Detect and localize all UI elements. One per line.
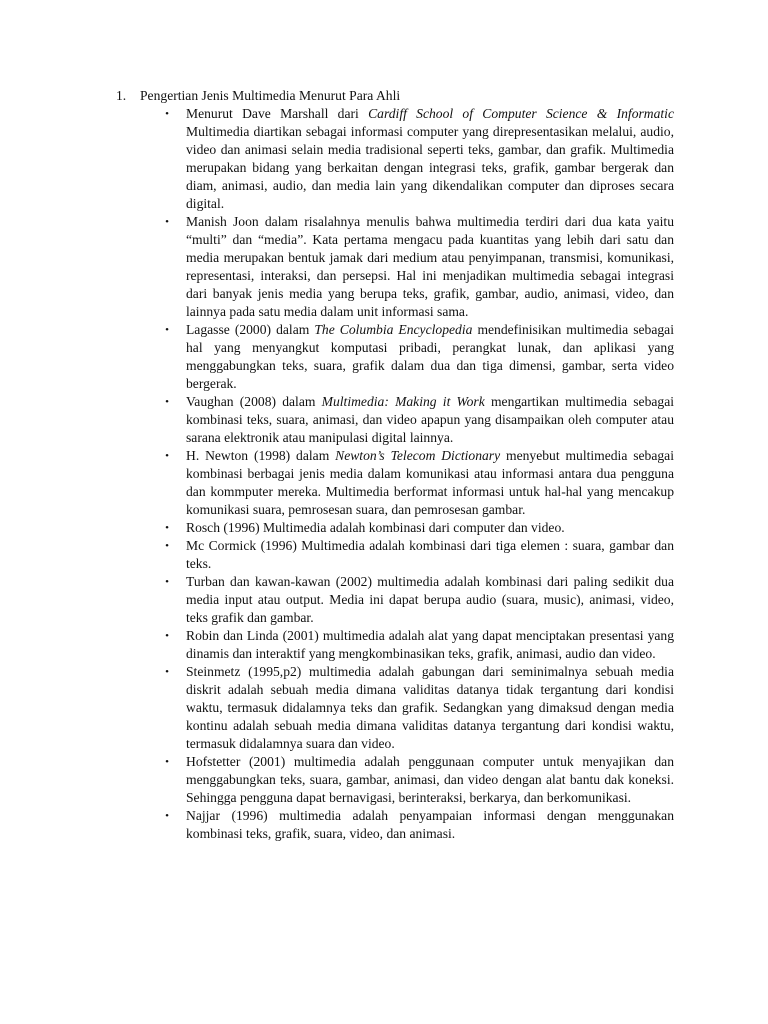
list-item: • Manish Joon dalam risalahnya menulis bahwa multimedia terdiri dari dua kata yaitu “multi” dan “media”. Kata pertama mengacu pada kuantitas yang lebih dari satu dan media merupakan bentuk jamak dari medium atau penyimpanan, transmisi, komunikasi, representasi, interaksi, dan persepsi. Hal ini menjadikan multimedia sebagai integrasi dari banyak jenis media yang berupa teks, grafik, gambar, audio, animasi, video, dan lainnya pada satu media dalam unit informasi sama. <box>186 213 674 321</box>
list-item: • Rosch (1996) Multimedia adalah kombinasi dari computer dan video. <box>186 519 674 537</box>
bullet-icon: • <box>165 810 169 822</box>
definition-list <box>165 105 675 843</box>
bullet-icon: • <box>165 216 169 228</box>
list-item: • Steinmetz (1995,p2) multimedia adalah gabungan dari seminimalnya sebuah media diskrit adalah sebuah media dimana validitas datanya tidak tergantung dari kondisi waktu, termasuk didalamnya teks dan grafik. Sedangkan yang dimaksud dengan media kontinu adalah sebuah media dimana validitas datanya tergantung dari kondisi waktu, termasuk didalamnya suara dan video. <box>186 663 674 753</box>
list-item: • Najjar (1996) multimedia adalah penyampaian informasi dengan menggunakan kombinasi teks, grafik, suara, video, dan animasi. <box>186 807 674 843</box>
source-title: Cardiff School of Computer Science & Informatic <box>368 106 674 121</box>
bullet-icon: • <box>165 108 169 120</box>
bullet-icon: • <box>165 324 169 336</box>
list-item: • Lagasse (2000) dalam The Columbia Encyclopedia mendefinisikan multimedia sebagai hal yang menyangkut komputasi pribadi, perangkat lunak, dan aplikasi yang menggabungkan teks, suara, grafik dalam dua dan tiga dimensi, gambar, serta video bergerak. <box>186 321 674 393</box>
list-item: • H. Newton (1998) dalam Newton’s Telecom Dictionary menyebut multimedia sebagai kombinasi berbagai jenis media dalam komunikasi atau informasi antara dua pengguna dan kommputer mereka. Multimedia berformat informasi untuk hal-hal yang mencakup komunikasi suara, pemrosesan suara, dan pemrosesan gambar. <box>186 447 674 519</box>
section-title: Pengertian Jenis Multimedia Menurut Para Ahli <box>140 88 401 103</box>
bullet-icon: • <box>165 396 169 408</box>
source-title: The Columbia Encyclopedia <box>314 322 473 337</box>
section-heading <box>116 87 400 105</box>
bullet-icon: • <box>165 540 169 552</box>
list-item: • Mc Cormick (1996) Multimedia adalah kombinasi dari tiga elemen : suara, gambar dan teks. <box>186 537 674 573</box>
bullet-icon: • <box>165 576 169 588</box>
source-title: Newton’s Telecom Dictionary <box>335 448 501 463</box>
list-item: • Turban dan kawan-kawan (2002) multimedia adalah kombinasi dari paling sedikit dua media input atau output. Media ini dapat berupa audio (suara, music), animasi, video, teks grafik dan gambar. <box>186 573 674 627</box>
bullet-icon: • <box>165 756 169 768</box>
bullet-icon: • <box>165 630 169 642</box>
bullet-icon: • <box>165 522 169 534</box>
list-item: • Menurut Dave Marshall dari Cardiff School of Computer Science & Informatic Multimedia diartikan sebagai informasi computer yang direpresentasikan melalui, audio, video dan animasi selain media tradisional seperti teks, gambar, dan grafik. Multimedia merupakan bidang yang berkaitan dengan integrasi teks, grafik, gambar bergerak dan diam, animasi, audio, dan media lain yang dikendalikan computer dan diproses secara digital. <box>186 105 674 213</box>
bullet-icon: • <box>165 666 169 678</box>
bullet-icon: • <box>165 450 169 462</box>
source-title: Multimedia: Making it Work <box>321 394 485 409</box>
list-item: • Robin dan Linda (2001) multimedia adalah alat yang dapat menciptakan presentasi yang dinamis dan interaktif yang mengkombinasikan teks, grafik, animasi, audio dan video. <box>186 627 674 663</box>
list-item: • Hofstetter (2001) multimedia adalah penggunaan computer untuk menyajikan dan menggabungkan teks, suara, gambar, animasi, dan video dengan alat bantu dak koneksi. Sehingga pengguna dapat bernavigasi, berinteraksi, berkarya, dan berkomunikasi. <box>186 753 674 807</box>
list-item: • Vaughan (2008) dalam Multimedia: Making it Work mengartikan multimedia sebagai kombinasi teks, suara, animasi, dan video apapun yang disampaikan oleh computer atau sarana elektronik atau manipulasi digital lainnya. <box>186 393 674 447</box>
section-number: 1. <box>116 88 127 103</box>
